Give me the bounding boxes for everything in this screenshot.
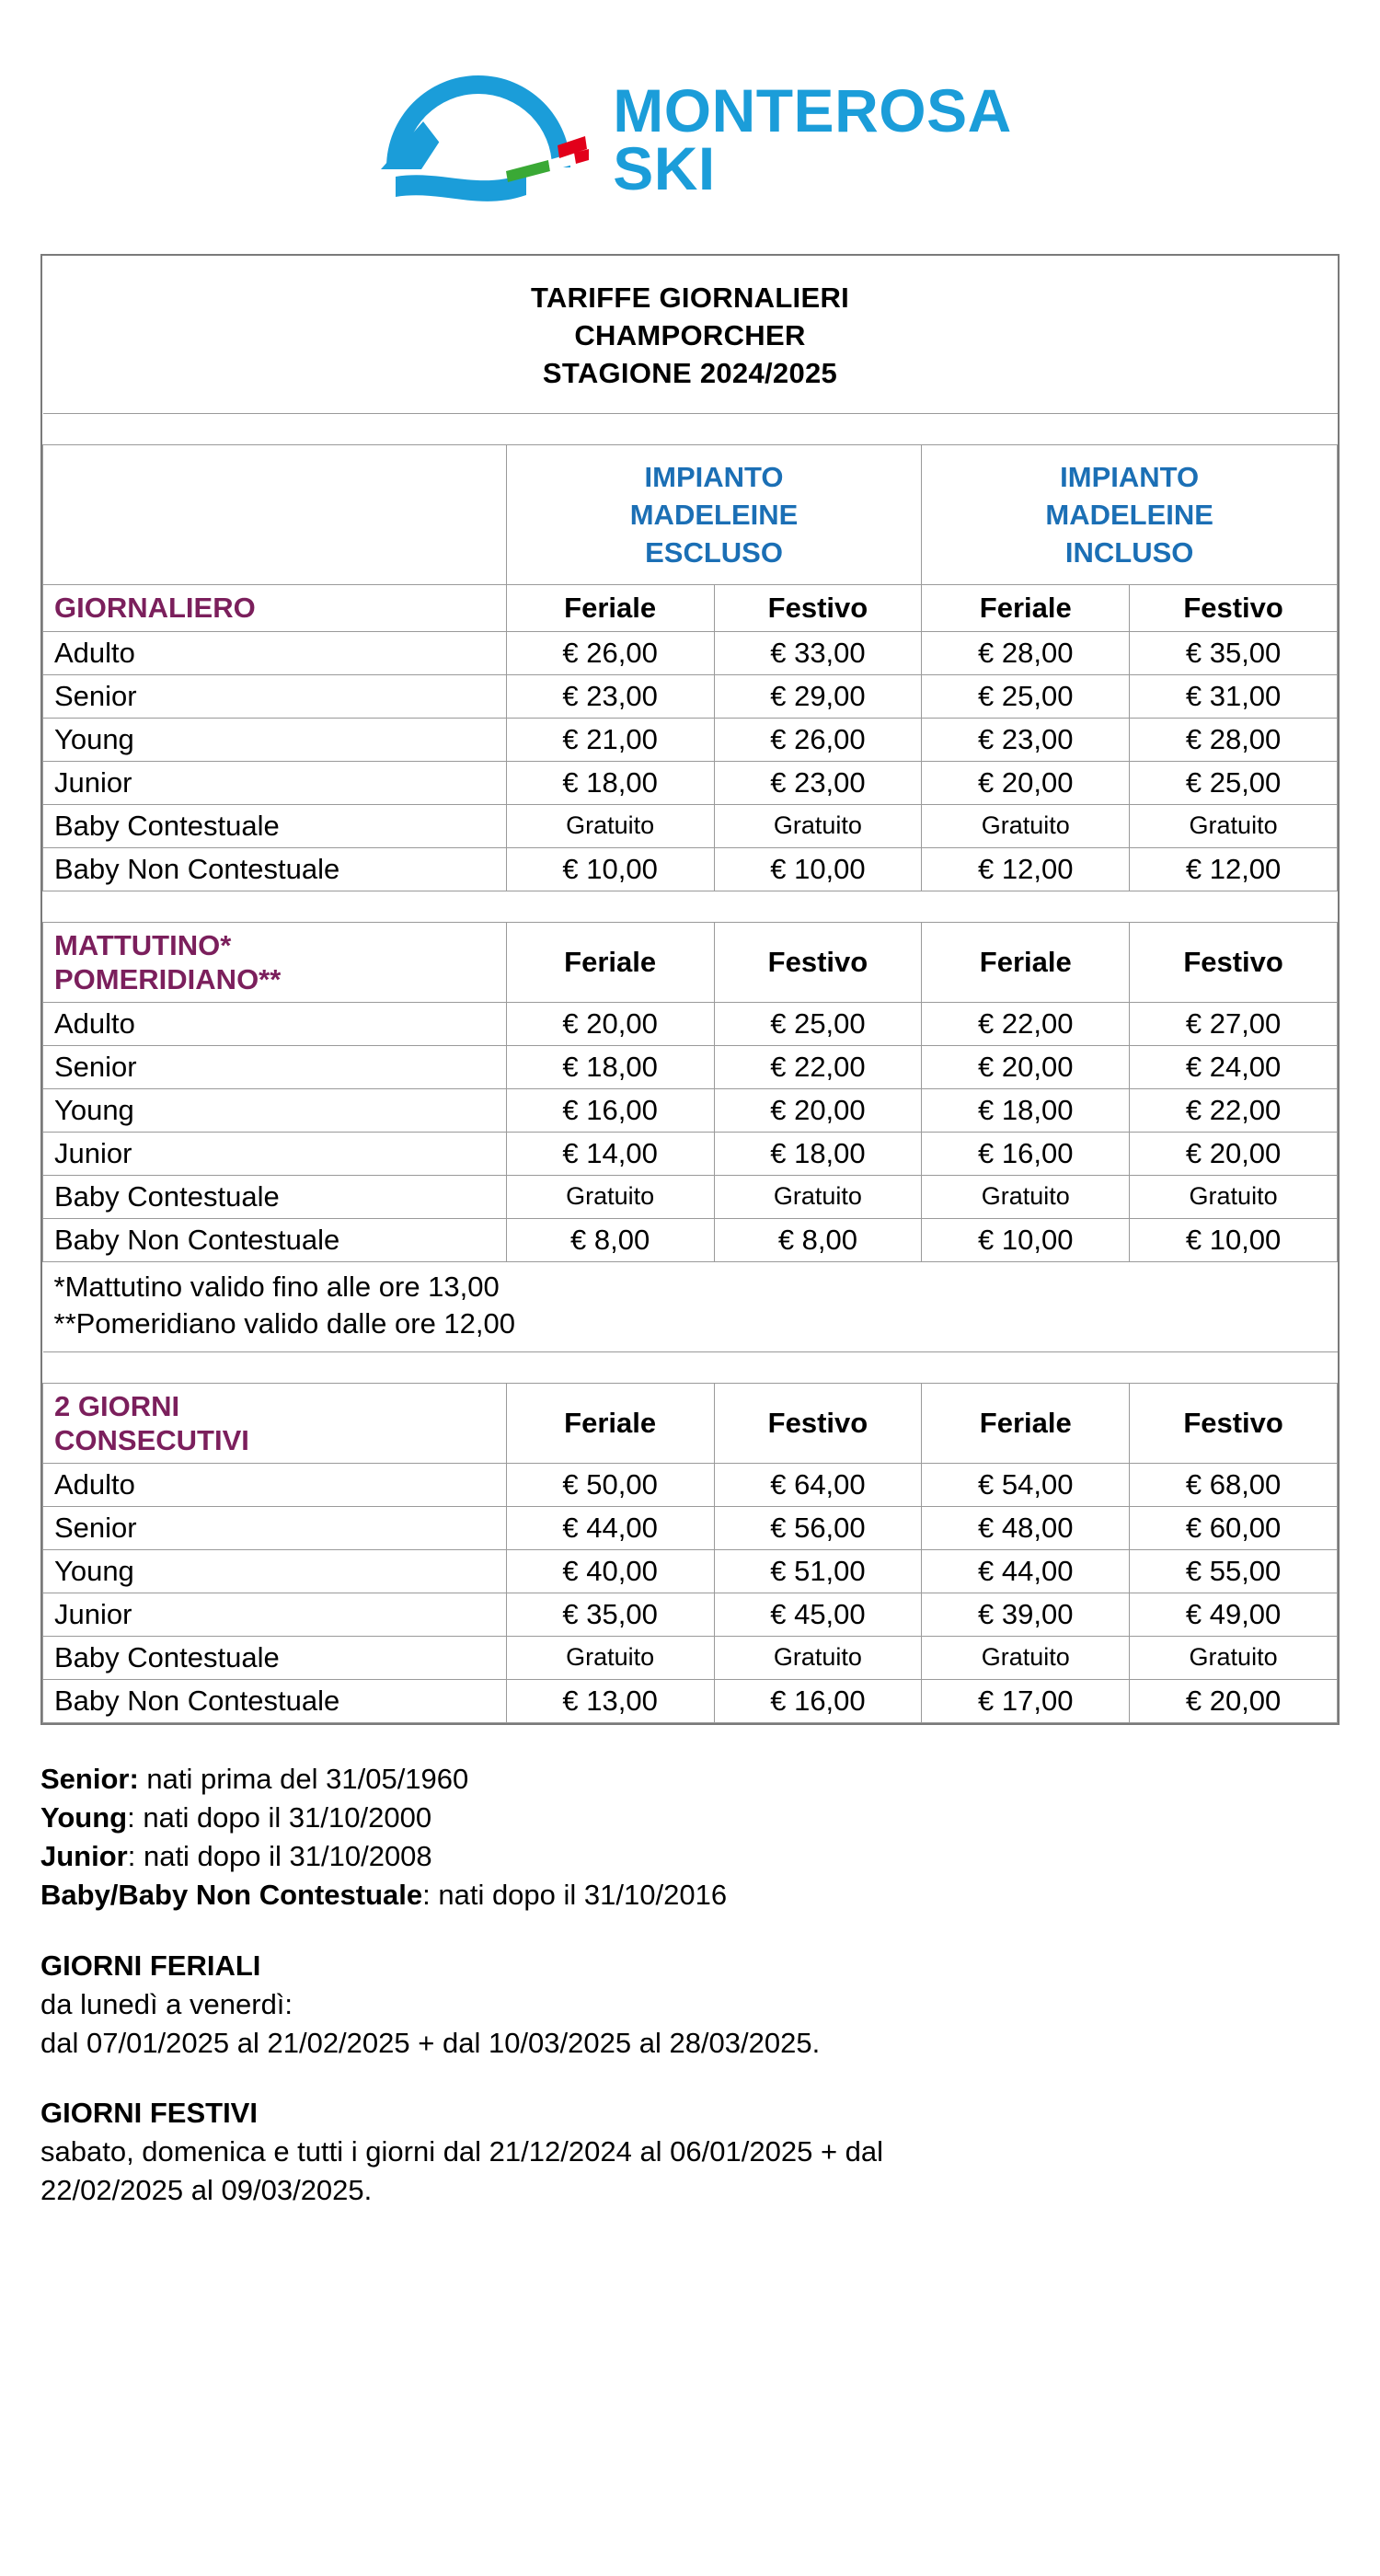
price-cell: € 55,00 xyxy=(1130,1549,1338,1593)
price-cell: € 22,00 xyxy=(1130,1088,1338,1132)
table-row xyxy=(43,804,1338,847)
age-rules-list xyxy=(40,1760,1340,1915)
brand-wordmark xyxy=(613,75,1012,202)
table-row xyxy=(43,1636,1338,1679)
brand-header xyxy=(0,0,1380,254)
column-subheader: Festivo xyxy=(714,922,922,1002)
plant-header-madeleine-included xyxy=(922,444,1338,585)
tariffs-table-container xyxy=(40,254,1340,1725)
age-rule-line xyxy=(40,1799,1340,1837)
note-line: *Mattutino valido fino alle ore 13,00 xyxy=(53,1270,500,1303)
price-cell: € 54,00 xyxy=(922,1463,1130,1506)
row-label: Senior xyxy=(43,674,507,718)
table-row xyxy=(43,1506,1338,1549)
holidays-title: GIORNI FESTIVI xyxy=(40,2097,258,2129)
row-label: Baby Non Contestuale xyxy=(43,1218,507,1261)
price-cell: Gratuito xyxy=(506,1636,714,1679)
price-cell: € 26,00 xyxy=(714,718,922,761)
price-cell: Gratuito xyxy=(922,1636,1130,1679)
price-cell: € 22,00 xyxy=(714,1045,922,1088)
table-row xyxy=(43,1175,1338,1218)
price-cell: € 44,00 xyxy=(506,1506,714,1549)
price-cell: € 8,00 xyxy=(506,1218,714,1261)
price-cell: € 48,00 xyxy=(922,1506,1130,1549)
price-cell: Gratuito xyxy=(1130,1175,1338,1218)
section-title xyxy=(43,922,507,1002)
footer-gap-1 xyxy=(40,1915,1340,1947)
price-cell: € 10,00 xyxy=(922,1218,1130,1261)
price-cell: € 28,00 xyxy=(1130,718,1338,761)
spacer-cell xyxy=(43,891,1338,922)
age-rule-line xyxy=(40,1876,1340,1915)
price-cell: € 23,00 xyxy=(922,718,1130,761)
price-cell: € 20,00 xyxy=(1130,1132,1338,1175)
title-line-2: CHAMPORCHER xyxy=(574,318,806,351)
spacer-row xyxy=(43,1351,1338,1383)
table-row xyxy=(43,1088,1338,1132)
section-title-line1: 2 GIORNI xyxy=(54,1389,180,1422)
price-cell: € 26,00 xyxy=(506,631,714,674)
row-label: Baby Non Contestuale xyxy=(43,847,507,891)
row-label: Senior xyxy=(43,1045,507,1088)
column-subheader: Festivo xyxy=(1130,585,1338,631)
tariffs-sections xyxy=(43,585,1338,1723)
spacer-row xyxy=(43,891,1338,922)
row-label: Baby Contestuale xyxy=(43,1175,507,1218)
price-cell: Gratuito xyxy=(714,1636,922,1679)
column-subheader: Feriale xyxy=(506,585,714,631)
price-cell: € 25,00 xyxy=(1130,761,1338,804)
price-cell: € 16,00 xyxy=(506,1088,714,1132)
weekdays-title: GIORNI FERIALI xyxy=(40,1949,261,1982)
table-row xyxy=(43,718,1338,761)
row-label: Adulto xyxy=(43,1463,507,1506)
section-title-line1: MATTUTINO* xyxy=(54,928,232,961)
section-notes xyxy=(43,1261,1338,1351)
price-cell: € 10,00 xyxy=(1130,1218,1338,1261)
plant-right-line1: IMPIANTO xyxy=(1060,460,1200,493)
price-cell: € 8,00 xyxy=(714,1218,922,1261)
row-label: Baby Non Contestuale xyxy=(43,1679,507,1722)
price-cell: € 12,00 xyxy=(922,847,1130,891)
section-title-line2: POMERIDIANO** xyxy=(54,962,282,995)
column-subheader: Festivo xyxy=(714,1383,922,1463)
table-row xyxy=(43,1002,1338,1045)
column-subheader: Feriale xyxy=(922,922,1130,1002)
row-label: Young xyxy=(43,1088,507,1132)
title-line-1: TARIFFE GIORNALIERI xyxy=(530,282,850,314)
table-row xyxy=(43,847,1338,891)
row-label: Baby Contestuale xyxy=(43,1636,507,1679)
age-rule-line xyxy=(40,1760,1340,1799)
price-cell: € 25,00 xyxy=(714,1002,922,1045)
price-cell: € 23,00 xyxy=(506,674,714,718)
table-row xyxy=(43,1218,1338,1261)
footer-gap-2 xyxy=(40,2063,1340,2094)
tariffs-table xyxy=(42,256,1338,1723)
section-title xyxy=(43,585,507,631)
price-cell: € 50,00 xyxy=(506,1463,714,1506)
price-cell: € 14,00 xyxy=(506,1132,714,1175)
price-cell: € 35,00 xyxy=(506,1593,714,1636)
price-cell: € 25,00 xyxy=(922,674,1130,718)
price-cell: € 17,00 xyxy=(922,1679,1130,1722)
table-row xyxy=(43,631,1338,674)
section-notes-row xyxy=(43,1261,1338,1351)
price-cell: € 18,00 xyxy=(922,1088,1130,1132)
price-cell: Gratuito xyxy=(1130,1636,1338,1679)
row-label: Adulto xyxy=(43,1002,507,1045)
column-subheader: Feriale xyxy=(506,922,714,1002)
price-cell: € 68,00 xyxy=(1130,1463,1338,1506)
price-cell: € 10,00 xyxy=(714,847,922,891)
section-header-row xyxy=(43,585,1338,631)
price-cell: € 16,00 xyxy=(714,1679,922,1722)
plant-header-madeleine-excluded xyxy=(506,444,922,585)
age-rule-line xyxy=(40,1837,1340,1876)
brand-name-line1: MONTEROSA xyxy=(613,75,1012,144)
price-cell: Gratuito xyxy=(506,1175,714,1218)
age-rule-detail: : nati dopo il 31/10/2008 xyxy=(127,1840,432,1873)
spacer-cell xyxy=(43,413,1338,444)
weekdays-line-2: dal 07/01/2025 al 21/02/2025 + dal 10/03/2025 al 28/03/2025. xyxy=(40,2026,821,2059)
table-row xyxy=(43,1679,1338,1722)
price-cell: Gratuito xyxy=(922,1175,1130,1218)
price-cell: € 40,00 xyxy=(506,1549,714,1593)
price-cell: € 23,00 xyxy=(714,761,922,804)
row-label: Junior xyxy=(43,1132,507,1175)
table-row xyxy=(43,674,1338,718)
price-cell: Gratuito xyxy=(506,804,714,847)
section-title xyxy=(43,1383,507,1463)
section-header-row xyxy=(43,922,1338,1002)
row-label: Young xyxy=(43,718,507,761)
row-label: Baby Contestuale xyxy=(43,804,507,847)
price-cell: € 31,00 xyxy=(1130,674,1338,718)
price-cell: € 22,00 xyxy=(922,1002,1130,1045)
price-cell: € 28,00 xyxy=(922,631,1130,674)
price-cell: € 35,00 xyxy=(1130,631,1338,674)
column-subheader: Festivo xyxy=(714,585,922,631)
price-cell: € 33,00 xyxy=(714,631,922,674)
page-title xyxy=(43,256,1338,413)
price-cell: € 27,00 xyxy=(1130,1002,1338,1045)
price-cell: € 24,00 xyxy=(1130,1045,1338,1088)
age-rule-detail: : nati dopo il 31/10/2016 xyxy=(422,1879,728,1912)
row-label: Junior xyxy=(43,1593,507,1636)
column-subheader: Feriale xyxy=(506,1383,714,1463)
price-cell: € 39,00 xyxy=(922,1593,1130,1636)
table-row xyxy=(43,1045,1338,1088)
spacer-cell xyxy=(43,1351,1338,1383)
table-row xyxy=(43,1132,1338,1175)
price-cell: € 21,00 xyxy=(506,718,714,761)
holidays-line-2: 22/02/2025 al 09/03/2025. xyxy=(40,2174,373,2207)
price-cell: € 51,00 xyxy=(714,1549,922,1593)
price-cell: € 20,00 xyxy=(1130,1679,1338,1722)
price-cell: € 49,00 xyxy=(1130,1593,1338,1636)
price-cell: € 60,00 xyxy=(1130,1506,1338,1549)
table-row xyxy=(43,761,1338,804)
price-cell: € 18,00 xyxy=(506,1045,714,1088)
price-cell: € 18,00 xyxy=(506,761,714,804)
table-row xyxy=(43,1549,1338,1593)
brand-name-line2: SKI xyxy=(613,134,716,202)
price-cell: € 56,00 xyxy=(714,1506,922,1549)
price-cell: € 64,00 xyxy=(714,1463,922,1506)
price-cell: € 44,00 xyxy=(922,1549,1130,1593)
price-cell: Gratuito xyxy=(1130,804,1338,847)
plant-right-line3: INCLUSO xyxy=(1064,536,1194,569)
row-label: Young xyxy=(43,1549,507,1593)
plant-right-line2: MADELEINE xyxy=(1045,498,1213,531)
table-row xyxy=(43,1463,1338,1506)
age-rule-category: Junior xyxy=(40,1840,128,1873)
column-subheader: Festivo xyxy=(1130,922,1338,1002)
price-cell: € 20,00 xyxy=(922,761,1130,804)
mountain-arc-logo-icon xyxy=(368,57,589,223)
plant-left-line1: IMPIANTO xyxy=(644,460,784,493)
table-title-row xyxy=(43,256,1338,413)
price-cell: € 20,00 xyxy=(714,1088,922,1132)
empty-corner-cell xyxy=(43,444,507,585)
row-label: Senior xyxy=(43,1506,507,1549)
age-rule-category: Senior: xyxy=(40,1762,139,1795)
age-rule-category: Young xyxy=(40,1801,128,1834)
price-cell: € 13,00 xyxy=(506,1679,714,1722)
price-cell: € 29,00 xyxy=(714,674,922,718)
section-header-row xyxy=(43,1383,1338,1463)
price-cell: € 12,00 xyxy=(1130,847,1338,891)
price-cell: Gratuito xyxy=(714,1175,922,1218)
price-cell: € 16,00 xyxy=(922,1132,1130,1175)
plant-left-line3: ESCLUSO xyxy=(645,536,783,569)
table-row xyxy=(43,1593,1338,1636)
age-rule-detail: : nati dopo il 31/10/2000 xyxy=(127,1801,432,1834)
note-line: **Pomeridiano valido dalle ore 12,00 xyxy=(53,1307,515,1340)
price-cell: € 20,00 xyxy=(922,1045,1130,1088)
holidays-line-1: sabato, domenica e tutti i giorni dal 21/12/2024 al 06/01/2025 + dal xyxy=(40,2135,884,2168)
age-rule-detail: nati prima del 31/05/1960 xyxy=(138,1762,469,1795)
price-cell: € 20,00 xyxy=(506,1002,714,1045)
plant-header-row xyxy=(43,444,1338,585)
row-label: Adulto xyxy=(43,631,507,674)
weekdays-line-1: da lunedì a venerdì: xyxy=(40,1987,293,2020)
spacer-row xyxy=(43,413,1338,444)
footer-notes xyxy=(40,1725,1340,2211)
section-title-line2: CONSECUTIVI xyxy=(54,1423,249,1456)
price-cell: € 45,00 xyxy=(714,1593,922,1636)
row-label: Junior xyxy=(43,761,507,804)
plant-left-line2: MADELEINE xyxy=(629,498,799,531)
price-cell: € 18,00 xyxy=(714,1132,922,1175)
column-subheader: Feriale xyxy=(922,585,1130,631)
price-cell: Gratuito xyxy=(922,804,1130,847)
price-cell: € 10,00 xyxy=(506,847,714,891)
title-line-3: STAGIONE 2024/2025 xyxy=(542,356,838,389)
column-subheader: Festivo xyxy=(1130,1383,1338,1463)
age-rule-category: Baby/Baby Non Contestuale xyxy=(40,1879,423,1912)
price-cell: Gratuito xyxy=(714,804,922,847)
column-subheader: Feriale xyxy=(922,1383,1130,1463)
section-title-line1: GIORNALIERO xyxy=(54,592,256,625)
